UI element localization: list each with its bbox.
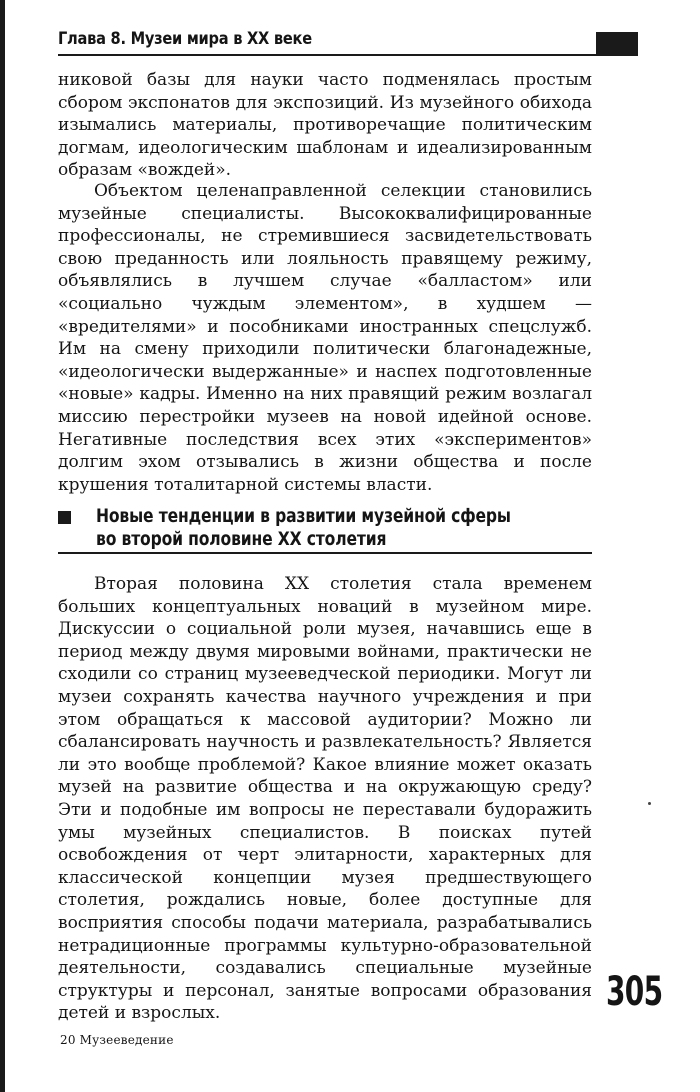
body-paragraph [58,180,592,496]
page-number: 305 [606,969,663,1015]
section-heading-text [96,505,588,551]
paragraph-text: никовой базы для науки часто подменялась простым сбором экспонатов для экспозиций. Из музейного обихода изымались материалы, противоречащие политическим догмам, идеологическим шаблонам и идеализированным образам «вождей». [58,70,592,181]
paragraph-text: Вторая половина XX столетия стала временем больших концептуальных новаций в музейном мире. Дискуссии о социальной роли музея, начавшись еще в период между двумя мировыми войнами, практически не сходили со страниц музееведческой периодики. Могут ли музеи сохранять качества научного учреждения и при этом обращаться к массовой аудитории? Можно ли сбалансировать научность и развлекательность? Является ли это вообще проблемой? Какое влияние может оказать музей на развитие общества и на окружающую среду? Эти и подобные им вопросы не переставали будоражить умы музейных специалистов. В поисках путей освобождения от черт элитарности, характерных для классической концепции музея предшествующего столетия, рождались новые, более доступные для восприятия способы подачи материала, разрабатывались нетрадиционные программы культурно-образовательной деятельности, создавались специальные музейные структуры и персонал, занятые вопросами образования детей и взрослых. [58,574,592,1024]
body-paragraph-continued [58,69,592,182]
running-head-block [596,32,638,54]
running-title: Глава 8. Музеи мира в XX веке [58,29,312,49]
heading-line-2: во второй половине XX столетия [96,528,387,550]
square-bullet-icon [58,511,71,524]
paragraph-text: Объектом целенаправленной селекции становились музейные специалисты. Высококвалифицированные профессионалы, не стремившиеся засвидетельствовать свою преданность или лояльность правящему режиму, объявлялись в лучшем случае «балластом» или «социально чуждым элементом», в худшем — «вредителями» и пособниками иностранных спецслужб. Им на смену приходили политически благонадежные, «идеологически выдержанные» и наспех подготовленные «новые» кадры. Именно на них правящий режим возлагал миссию перестройки музеев на новой идейной основе. Негативные последствия всех этих «экспериментов» долгим эхом отзывались в жизни общества и после крушения тоталитарной системы власти. [58,181,592,495]
margin-dot [648,802,651,805]
section-paragraph [58,573,592,1025]
footer-signature: 20 Музееведение [60,1033,174,1047]
heading-line-1: Новые тенденции в развитии музейной сферы [96,505,511,527]
running-head [58,28,638,56]
section-heading [58,506,592,554]
page-edge-mark [0,0,5,1092]
